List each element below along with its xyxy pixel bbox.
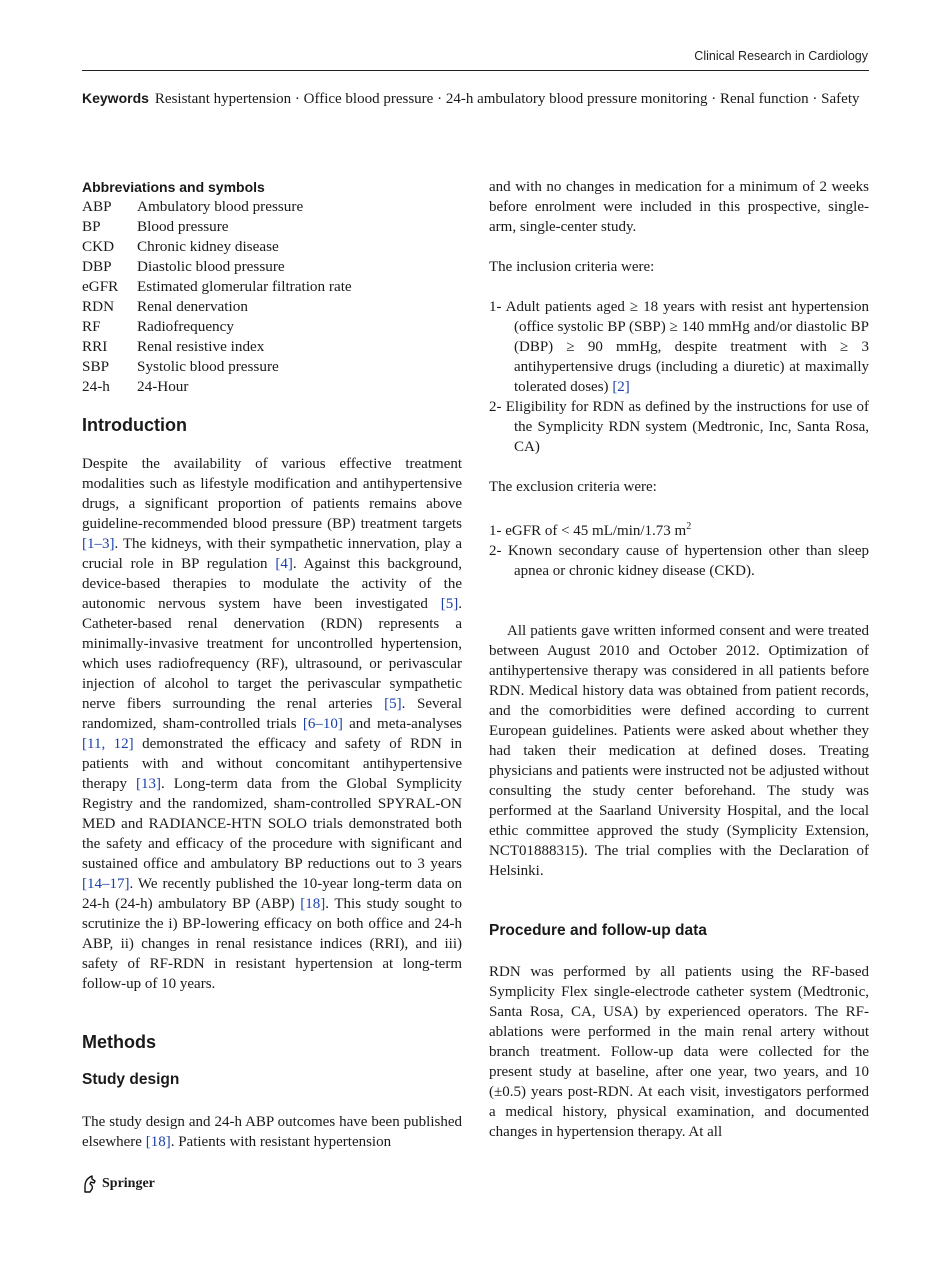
keywords-text: Resistant hypertension · Office blood pressure · 24-h ambulatory blood pressure monitoring · Renal function · Safety	[154, 91, 860, 107]
abbr-def: Renal denervation	[137, 298, 248, 315]
list-item: 2- Eligibility for RDN as defined by the instructions for use of the Symplicity RDN system (Medtronic, Inc, Santa Rosa, CA)	[489, 399, 869, 455]
citation-link[interactable]: [11, 12]	[82, 736, 134, 752]
abbr-def: Renal resistive index	[137, 338, 265, 355]
abbr-def: Systolic blood pressure	[137, 358, 279, 375]
procedure-heading: Procedure and follow-up data	[489, 922, 707, 939]
publisher-logo	[82, 1175, 155, 1193]
list-item	[82, 277, 462, 297]
abbr-term: CKD	[82, 238, 115, 255]
list-item	[82, 237, 462, 257]
exclusion-intro: The exclusion criteria were:	[489, 479, 657, 495]
list-item: 1- Adult patients aged ≥ 18 years with resist ant hypertension (office systolic BP (SBP) ≥ 140 mmHg and/or diastolic BP (DBP) ≥ 90 mmHg, despite treatment with ≥ 3 antihypertensive drugs (including a diuretic) at maximally tolerated doses) [2]	[489, 299, 869, 395]
abbr-term: RDN	[82, 298, 115, 315]
citation-link[interactable]: [5]	[440, 596, 459, 612]
abbr-term: eGFR	[82, 278, 119, 295]
consent-paragraph: All patients gave written informed consent and were treated between August 2010 and October 2012. Optimization of antihypertensive therapy was considered in all patients before RDN. Medical history data was obtained from patient records, and the comorbidities were defined according to current European guidelines. Patients were asked about whether they had taken their medication at defined doses. Treating physicians and patients were instructed not be adjusted without consulting the study center beforehand. The study was performed at the Saarland University Hospital, and the local ethic committee approved the study (Symplicity Extension, NCT01888315). The trial complies with the Declaration of Helsinki.	[489, 623, 869, 879]
study-design-heading: Study design	[82, 1071, 180, 1088]
abbr-term: BP	[82, 218, 101, 235]
introduction-paragraph: Despite the availability of various effective treatment modalities such as lifestyle modification and antihypertensive drugs, a significant proportion of patients remains above guideline-recommended blood pressure (BP) treatment targets [1–3]. The kidneys, with their sympathetic innervation, play a crucial role in BP regulation [4]. Against this background, device-based therapies to modulate the activity of the autonomic nervous system have been investigated [5]. Catheter-based renal denervation (RDN) represents a minimally-invasive treatment for uncontrolled hypertension, which uses radiofrequency (RF), ultrasound, or perivascular injection of alcohol to target the perivascular sympathetic nerve fibers surrounding the renal arteries [5]. Several randomized, sham-controlled trials [6–10] and meta-analyses [11, 12] demonstrated the efficacy and safety of RDN in patients with and without concomitant antihypertensive therapy [13]. Long-term data from the Global Symplicity Registry and the randomized, sham-controlled SPYRAL-ON MED and RADIANCE-HTN SOLO trials demonstrated both the safety and efficacy of the procedure with significant and sustained office and ambulatory BP reductions out to 3 years [14–17]. We recently published the 10-year long-term data on 24-h (24-h) ambulatory BP (ABP) [18]. This study sought to scrutinize the i) BP-lowering efficacy on both office and 24-h ABP, ii) changes in renal resistance indices (RRI), and iii) safety of RF-RDN in resistant hypertension at long-term follow-up of 10 years.	[82, 456, 463, 992]
abbr-term: 24-h	[82, 378, 110, 395]
citation-link[interactable]: [18]	[300, 896, 326, 912]
abbr-term: DBP	[82, 258, 112, 275]
list-item	[82, 197, 462, 217]
list-item	[82, 357, 462, 377]
exclusion-criteria-list	[489, 517, 869, 581]
abbreviations-list	[82, 197, 462, 397]
springer-horse-icon	[82, 1175, 98, 1193]
publisher-name: Springer	[102, 1176, 155, 1191]
citation-link[interactable]: [13]	[135, 776, 161, 792]
left-column	[82, 177, 462, 1152]
list-item: 2- Known secondary cause of hypertension other than sleep apnea or chronic kidney disease (CKD).	[489, 543, 869, 579]
abbr-term: RF	[82, 318, 101, 335]
citation-link[interactable]: [1–3]	[82, 536, 115, 552]
abbr-term: ABP	[82, 198, 112, 215]
running-head: Clinical Research in Cardiology	[694, 49, 868, 63]
list-item: 1- eGFR of < 45 mL/min/1.73 $m^2$	[489, 521, 692, 539]
citation-link[interactable]: [5]	[384, 696, 402, 712]
methods-heading: Methods	[82, 1032, 156, 1052]
abbr-def: Estimated glomerular filtration rate	[137, 278, 352, 295]
procedure-paragraph: RDN was performed by all patients using the RF-based Symplicity Flex single-electrode catheter system (Medtronic, Santa Rosa, CA, USA) by experienced operators. The RF-ablations were performed in the main renal artery without branch treatment. Follow-up data were collected for the present study at baseline, after one year, two years, and 10 (±0.5) years post-RDN. At each visit, investigators performed a medical history, physical examination, and documented changes in hypertension therapy. At all	[489, 964, 869, 1140]
list-item	[82, 337, 462, 357]
abbr-def: Radiofrequency	[137, 318, 234, 335]
header-rule	[82, 70, 869, 71]
citation-link[interactable]: [4]	[275, 556, 293, 572]
introduction-heading: Introduction	[82, 415, 187, 435]
abbr-def: Diastolic blood pressure	[137, 258, 285, 275]
study-design-continuation: and with no changes in medication for a minimum of 2 weeks before enrolment were included in this prospective, single-arm, single-center study.	[489, 179, 869, 235]
study-design-paragraph: The study design and 24-h ABP outcomes have been published elsewhere [18]. Patients with resistant hypertension	[82, 1114, 462, 1150]
abbr-term: SBP	[82, 358, 110, 375]
citation-link[interactable]: [14–17]	[82, 876, 130, 892]
abbr-def: Ambulatory blood pressure	[137, 198, 304, 215]
keywords	[82, 88, 869, 109]
citation-link[interactable]: [18]	[145, 1134, 171, 1150]
citation-link[interactable]: [6–10]	[302, 716, 343, 732]
list-item	[82, 297, 462, 317]
inclusion-criteria-list	[489, 297, 869, 457]
list-item	[82, 317, 462, 337]
keywords-label: Keywords	[82, 90, 149, 106]
list-item	[82, 257, 462, 277]
abbreviations-title: Abbreviations and symbols	[82, 179, 265, 195]
abbr-def: Chronic kidney disease	[137, 238, 279, 255]
list-item	[82, 217, 462, 237]
inclusion-intro: The inclusion criteria were:	[489, 259, 655, 275]
list-item	[82, 377, 462, 397]
superscript: 2	[686, 521, 692, 532]
abbr-def: Blood pressure	[137, 218, 229, 235]
citation-link[interactable]: [2]	[612, 379, 630, 395]
abbr-def: 24-Hour	[137, 378, 189, 395]
right-column	[489, 177, 869, 1142]
abbr-term: RRI	[82, 338, 108, 355]
